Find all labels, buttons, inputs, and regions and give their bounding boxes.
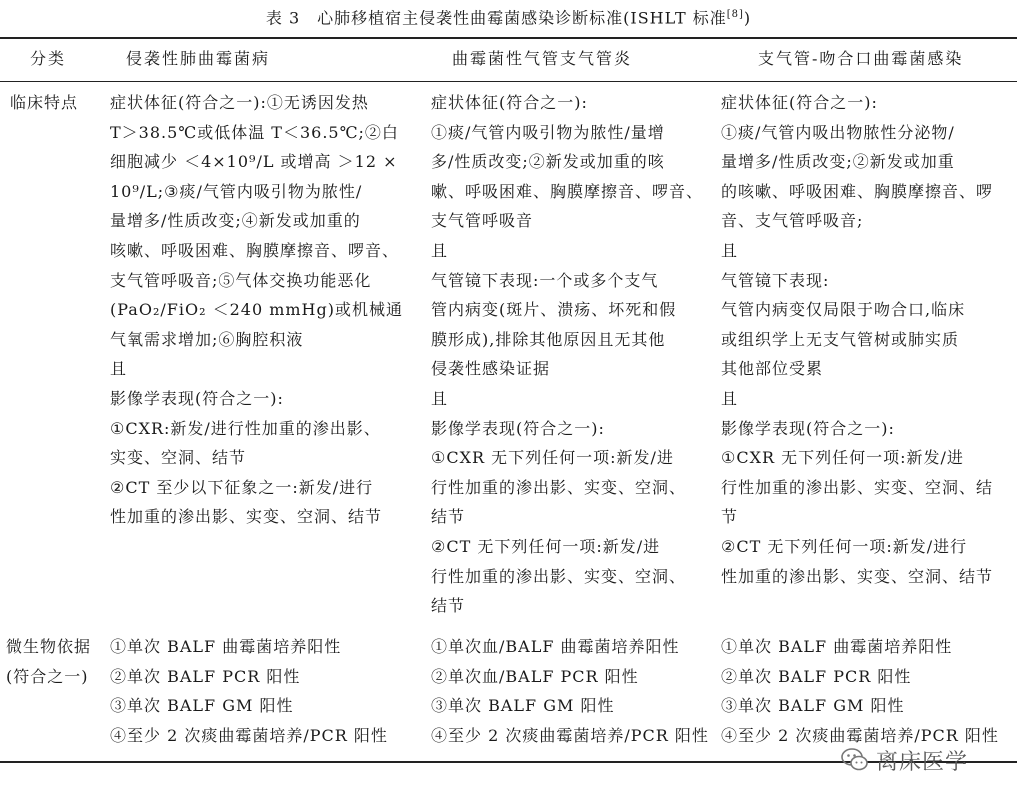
table-title-text: 表 3 心肺移植宿主侵袭性曲霉菌感染诊断标准(ISHLT 标准 bbox=[265, 8, 727, 28]
clinical-col2 bbox=[431, 88, 703, 621]
text-line: 症状体征(符合之一): bbox=[721, 93, 878, 112]
text-line: 影像学表现(符合之一): bbox=[110, 388, 284, 408]
category-micro-line2: (符合之一) bbox=[6, 666, 89, 686]
text-line: 的咳嗽、呼吸困难、胸膜摩擦音、啰 bbox=[721, 181, 994, 201]
text-line: 咳嗽、呼吸困难、胸膜摩擦音、啰音、 bbox=[110, 240, 400, 260]
watermark-text: 离床医学 bbox=[876, 749, 969, 775]
text-line: 行性加重的渗出影、实变、空洞、 bbox=[431, 477, 687, 497]
text-line: 实变、空洞、结节 bbox=[110, 448, 247, 468]
text-line: 性加重的渗出影、实变、空洞、结节 bbox=[721, 566, 994, 586]
text-line: 且 bbox=[721, 240, 739, 260]
watermark bbox=[840, 741, 1010, 779]
text-line: 影像学表现(符合之一): bbox=[721, 418, 895, 438]
clinical-col3 bbox=[721, 88, 993, 591]
micro-col1 bbox=[110, 632, 388, 750]
header-rule bbox=[0, 81, 1017, 82]
text-line: ①单次 BALF 曲霉菌培养阳性 bbox=[721, 637, 953, 656]
text-line: 结节 bbox=[431, 596, 466, 616]
header-anastomotic: 支气管-吻合口曲霉菌感染 bbox=[758, 49, 964, 68]
table-title-ref: [8] bbox=[726, 9, 744, 20]
text-line: ①CXR 无下列任何一项:新发/进 bbox=[721, 448, 964, 468]
text-line: 支气管呼吸音 bbox=[431, 211, 534, 231]
text-line: ①痰/气管内吸引物为脓性/量增 bbox=[431, 122, 665, 142]
category-micro-line1: 微生物依据 bbox=[6, 637, 92, 656]
wechat-icon bbox=[840, 745, 870, 775]
micro-col2 bbox=[431, 632, 709, 750]
text-line: ③单次 BALF GM 阳性 bbox=[110, 696, 294, 716]
text-line: ①CXR 无下列任何一项:新发/进 bbox=[431, 448, 674, 468]
text-line: ①单次血/BALF 曲霉菌培养阳性 bbox=[431, 637, 680, 656]
text-line: 影像学表现(符合之一): bbox=[431, 418, 605, 438]
text-line: T＞38.5℃或低体温 T＜36.5℃;②白 bbox=[110, 122, 399, 142]
text-line: ④至少 2 次痰曲霉菌培养/PCR 阳性 bbox=[721, 725, 999, 745]
text-line: 且 bbox=[431, 388, 449, 408]
text-line: 音、支气管呼吸音; bbox=[721, 211, 864, 231]
text-line: 气氧需求增加;⑥胸腔积液 bbox=[110, 329, 304, 349]
category-micro bbox=[6, 632, 91, 691]
text-line: 支气管呼吸音;⑤气体交换功能恶化 bbox=[110, 270, 372, 290]
text-line: 症状体征(符合之一):①无诱因发热 bbox=[110, 93, 369, 112]
text-line: 气管内病变仅局限于吻合口,临床 bbox=[721, 300, 966, 320]
text-line: 嗽、呼吸困难、胸膜摩擦音、啰音、 bbox=[431, 181, 704, 201]
top-rule bbox=[0, 37, 1017, 39]
text-line: 或组织学上无支气管树或肺实质 bbox=[721, 329, 960, 349]
text-line: ③单次 BALF GM 阳性 bbox=[431, 696, 615, 716]
text-line: 多/性质改变;②新发或加重的咳 bbox=[431, 152, 665, 172]
header-tracheobronchitis: 曲霉菌性气管支气管炎 bbox=[452, 49, 633, 68]
table-title bbox=[0, 4, 1017, 29]
text-line: 膜形成),排除其他原因且无其他 bbox=[431, 329, 666, 349]
header-invasive-pulmonary: 侵袭性肺曲霉菌病 bbox=[126, 49, 271, 68]
clinical-col1 bbox=[110, 88, 403, 532]
text-line: 行性加重的渗出影、实变、空洞、结 bbox=[721, 477, 994, 497]
text-line: 症状体征(符合之一): bbox=[431, 93, 588, 112]
text-line: ③单次 BALF GM 阳性 bbox=[721, 696, 905, 716]
text-line: 管内病变(斑片、溃疡、坏死和假 bbox=[431, 300, 677, 320]
text-line: 节 bbox=[721, 507, 739, 527]
text-line: 10⁹/L;③痰/气管内吸引物为脓性/ bbox=[110, 181, 363, 201]
text-line: 侵袭性感染证据 bbox=[431, 359, 551, 379]
text-line: ④至少 2 次痰曲霉菌培养/PCR 阳性 bbox=[431, 725, 709, 745]
text-line: ①CXR:新发/进行性加重的渗出影、 bbox=[110, 418, 381, 438]
text-line: ②单次血/BALF PCR 阳性 bbox=[431, 666, 639, 686]
table-title-close: ) bbox=[743, 8, 752, 28]
text-line: 且 bbox=[110, 359, 128, 379]
text-line: 量增多/性质改变;④新发或加重的 bbox=[110, 211, 361, 231]
header-category: 分类 bbox=[30, 49, 67, 68]
text-line: ②CT 无下列任何一项:新发/进 bbox=[431, 536, 661, 556]
text-line: 结节 bbox=[431, 507, 466, 527]
micro-col3 bbox=[721, 632, 999, 750]
text-line: 细胞减少 ＜4×10⁹/L 或增高 ＞12 × bbox=[110, 152, 398, 172]
text-line: 性加重的渗出影、实变、空洞、结节 bbox=[110, 507, 383, 527]
text-line: ②CT 至少以下征象之一:新发/进行 bbox=[110, 477, 374, 497]
text-line: ②单次 BALF PCR 阳性 bbox=[110, 666, 301, 686]
text-line: 其他部位受累 bbox=[721, 359, 824, 379]
text-line: 气管镜下表现:一个或多个支气 bbox=[431, 270, 659, 290]
category-clinical: 临床特点 bbox=[10, 93, 79, 112]
text-line: ④至少 2 次痰曲霉菌培养/PCR 阳性 bbox=[110, 725, 388, 745]
text-line: 行性加重的渗出影、实变、空洞、 bbox=[431, 566, 687, 586]
text-line: 且 bbox=[431, 240, 449, 260]
text-line: 量增多/性质改变;②新发或加重 bbox=[721, 152, 955, 172]
text-line: 且 bbox=[721, 388, 739, 408]
text-line: 气管镜下表现: bbox=[721, 270, 830, 290]
text-line: ②CT 无下列任何一项:新发/进行 bbox=[721, 536, 968, 556]
text-line: ①单次 BALF 曲霉菌培养阳性 bbox=[110, 637, 342, 656]
text-line: ①痰/气管内吸出物脓性分泌物/ bbox=[721, 122, 955, 142]
text-line: (PaO₂/FiO₂ ＜240 mmHg)或机械通 bbox=[110, 300, 403, 320]
text-line: ②单次 BALF PCR 阳性 bbox=[721, 666, 912, 686]
